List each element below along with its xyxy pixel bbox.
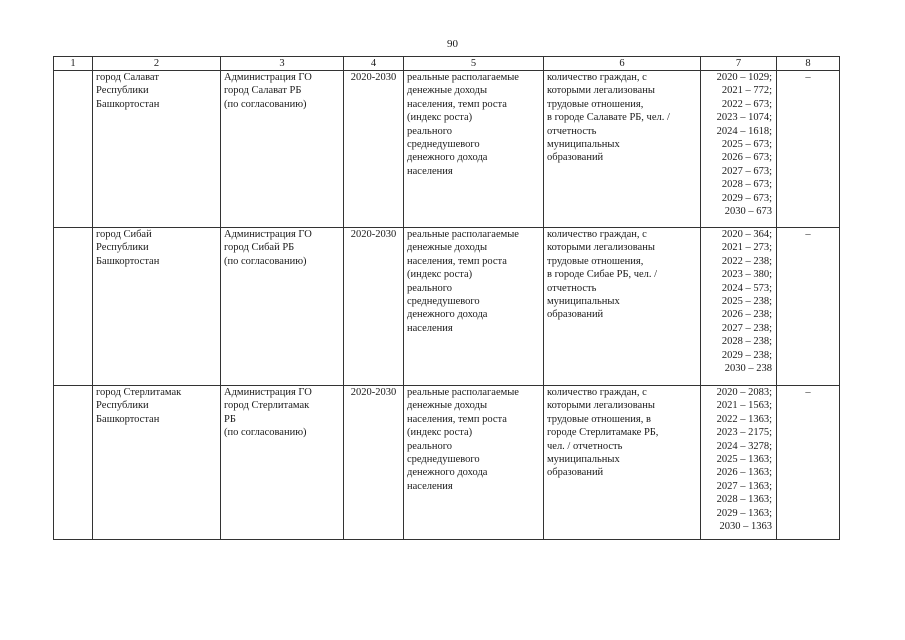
measure-line: чел. / отчетность [547, 440, 623, 452]
territory-cell [93, 71, 221, 228]
year-value: 2025 – 673; [721, 139, 772, 151]
executor-line: РБ [224, 413, 236, 425]
indicator-line: населения [407, 322, 453, 334]
year-value: 2028 – 1363; [716, 494, 772, 506]
year-value: 2027 – 238; [721, 322, 772, 334]
note-cell: – [777, 71, 840, 228]
year-value: 2024 – 3278; [716, 440, 772, 452]
territory-line: Башкортостан [96, 413, 160, 425]
page-number: 90 [447, 38, 458, 50]
column-header: 8 [777, 57, 840, 71]
measure-line: трудовые отношения, [547, 98, 644, 110]
executor-cell [221, 228, 344, 386]
territory-cell [93, 386, 221, 540]
measure-line: количество граждан, с [547, 387, 647, 398]
indicator-line: среднедушевого [407, 454, 480, 466]
column-header: 2 [93, 57, 221, 71]
period-cell: 2020-2030 [344, 228, 404, 386]
territory-line: город Салават [96, 72, 159, 83]
year-value: 2022 – 1363; [716, 413, 772, 425]
measure-line: отчетность [547, 125, 597, 137]
year-value: 2026 – 238; [721, 309, 772, 321]
plan-table [53, 56, 840, 540]
executor-line: Администрация ГО [224, 72, 312, 83]
executor-line: город Салават РБ [224, 85, 302, 97]
year-value: 2023 – 2175; [716, 427, 772, 439]
year-value: 2020 – 1029; [716, 72, 772, 83]
territory-line: Башкортостан [96, 255, 160, 267]
indicator-line: денежного дохода [407, 152, 488, 164]
indicator-line: денежные доходы [407, 85, 488, 97]
year-value: 2030 – 673 [724, 206, 772, 218]
table-row [54, 386, 840, 540]
measure-line: трудовые отношения, [547, 255, 644, 267]
indicator-cell [404, 386, 544, 540]
period-cell: 2020-2030 [344, 386, 404, 540]
row-number-cell [54, 386, 93, 540]
territory-cell [93, 228, 221, 386]
column-header: 7 [701, 57, 777, 71]
year-value: 2022 – 673; [721, 98, 772, 110]
indicator-line: населения, темп роста [407, 255, 507, 267]
row-number-cell [54, 228, 93, 386]
column-header: 3 [221, 57, 344, 71]
indicator-line: денежного дохода [407, 467, 488, 479]
executor-cell [221, 386, 344, 540]
indicator-line: реальные располагаемые [407, 387, 519, 398]
year-value: 2029 – 673; [721, 192, 772, 204]
measure-line: муниципальных [547, 139, 620, 151]
measure-line: которыми легализованы [547, 400, 655, 412]
executor-cell [221, 71, 344, 228]
territory-line: Республики [96, 85, 149, 97]
indicator-line: реального [407, 282, 452, 294]
year-value: 2023 – 1074; [716, 112, 772, 124]
measure-line: отчетность [547, 282, 597, 294]
indicator-line: (индекс роста) [407, 269, 473, 281]
year-value: 2020 – 2083; [716, 387, 772, 398]
indicator-cell [404, 71, 544, 228]
header-row [54, 57, 840, 71]
measure-line: образований [547, 467, 604, 479]
executor-line: (по согласованию) [224, 98, 307, 110]
row-number-cell [54, 71, 93, 228]
year-value: 2024 – 573; [721, 282, 772, 294]
table-row [54, 228, 840, 386]
column-header: 5 [404, 57, 544, 71]
year-value: 2022 – 238; [721, 255, 772, 267]
year-value: 2027 – 673; [721, 165, 772, 177]
year-value: 2030 – 1363 [719, 521, 772, 533]
values-cell [701, 386, 777, 540]
note-cell: – [777, 386, 840, 540]
territory-line: город Стерлитамак [96, 387, 182, 398]
measure-cell [544, 71, 701, 228]
indicator-cell [404, 228, 544, 386]
indicator-line: реальные располагаемые [407, 229, 519, 240]
executor-line: город Стерлитамак [224, 400, 310, 412]
measure-line: трудовые отношения, в [547, 413, 651, 425]
measure-line: образований [547, 152, 604, 164]
year-value: 2027 – 1363; [716, 480, 772, 492]
year-value: 2029 – 1363; [716, 507, 772, 519]
executor-line: (по согласованию) [224, 427, 307, 439]
indicator-line: (индекс роста) [407, 112, 473, 124]
year-value: 2021 – 772; [721, 85, 772, 97]
year-value: 2021 – 1563; [716, 400, 772, 412]
year-value: 2029 – 238; [721, 349, 772, 361]
indicator-line: населения [407, 165, 453, 177]
indicator-line: реальные располагаемые [407, 72, 519, 83]
year-value: 2025 – 1363; [716, 454, 772, 466]
measure-line: муниципальных [547, 296, 620, 308]
column-header: 1 [54, 57, 93, 71]
year-value: 2026 – 673; [721, 152, 772, 164]
territory-line: Республики [96, 242, 149, 254]
measure-line: в городе Сибае РБ, чел. / [547, 269, 658, 281]
measure-line: которыми легализованы [547, 85, 655, 97]
year-value: 2021 – 273; [721, 242, 772, 254]
indicator-line: реального [407, 125, 452, 137]
indicator-line: населения, темп роста [407, 98, 507, 110]
territory-line: Башкортостан [96, 98, 160, 110]
indicator-line: (индекс роста) [407, 427, 473, 439]
indicator-line: среднедушевого [407, 139, 480, 151]
table-row [54, 71, 840, 228]
year-value: 2020 – 364; [721, 229, 772, 240]
year-value: 2030 – 238 [724, 363, 772, 375]
year-value: 2026 – 1363; [716, 467, 772, 479]
column-header: 6 [544, 57, 701, 71]
territory-line: Республики [96, 400, 149, 412]
note-cell: – [777, 228, 840, 386]
year-value: 2024 – 1618; [716, 125, 772, 137]
territory-line: город Сибай [96, 229, 152, 240]
values-cell [701, 228, 777, 386]
measure-line: городе Стерлитамаке РБ, [547, 427, 659, 439]
indicator-line: населения, темп роста [407, 413, 507, 425]
measure-line: количество граждан, с [547, 229, 647, 240]
measure-line: которыми легализованы [547, 242, 655, 254]
executor-line: город Сибай РБ [224, 242, 295, 254]
measure-line: в городе Салавате РБ, чел. / [547, 112, 670, 124]
measure-line: образований [547, 309, 604, 321]
values-cell [701, 71, 777, 228]
period-cell: 2020-2030 [344, 71, 404, 228]
indicator-line: среднедушевого [407, 296, 480, 308]
year-value: 2025 – 238; [721, 296, 772, 308]
column-header: 4 [344, 57, 404, 71]
indicator-line: денежные доходы [407, 242, 488, 254]
year-value: 2028 – 238; [721, 336, 772, 348]
indicator-line: реального [407, 440, 452, 452]
measure-line: муниципальных [547, 454, 620, 466]
measure-line: количество граждан, с [547, 72, 647, 83]
indicator-line: денежного дохода [407, 309, 488, 321]
year-value: 2028 – 673; [721, 179, 772, 191]
measure-cell [544, 228, 701, 386]
year-value: 2023 – 380; [721, 269, 772, 281]
indicator-line: денежные доходы [407, 400, 488, 412]
executor-line: Администрация ГО [224, 229, 312, 240]
indicator-line: населения [407, 480, 453, 492]
executor-line: Администрация ГО [224, 387, 312, 398]
measure-cell [544, 386, 701, 540]
executor-line: (по согласованию) [224, 255, 307, 267]
